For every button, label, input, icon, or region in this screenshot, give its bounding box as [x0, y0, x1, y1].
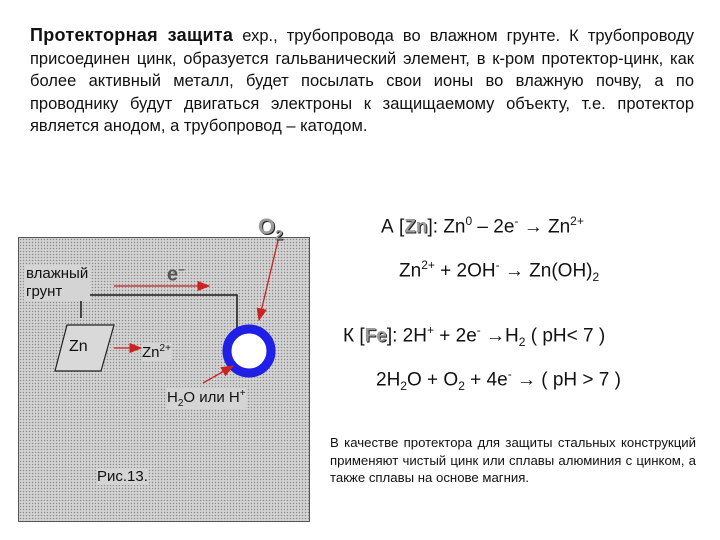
anode-sup0: 0: [465, 214, 473, 228]
cathode-arrow: →: [480, 325, 506, 347]
o2-symbol: O: [258, 214, 276, 239]
cathode-h: H: [505, 325, 519, 347]
anode-sup-minus: -: [514, 214, 519, 228]
cathode-equation-2: [376, 367, 621, 393]
soil-diagram: [18, 237, 310, 522]
electron-symbol: е: [167, 263, 179, 286]
zn-ion-symbol: Zn: [142, 344, 160, 361]
water-label: [167, 388, 246, 409]
cathode-h-sub: 2: [518, 335, 526, 350]
anode2-b-sup: -: [495, 258, 500, 272]
cathode2-b: O + O: [406, 369, 459, 391]
anode-equation-1: [381, 214, 584, 238]
water-sub: 2: [177, 398, 184, 409]
anode2-a: Zn: [399, 260, 422, 282]
electron-label: [167, 262, 185, 287]
cathode-mid: ]: 2H: [386, 325, 427, 347]
cathode-sup1: +: [426, 323, 434, 337]
anode2-c: Zn(OH): [529, 260, 593, 282]
cathode-equation-1: [343, 323, 605, 349]
figure-caption: Рис.13.: [97, 468, 148, 485]
o2-label: [258, 214, 283, 242]
anode-equation-2: [399, 258, 599, 284]
cathode2-a: 2H: [376, 369, 401, 391]
cathode-rest: + 2e: [433, 325, 477, 347]
pipe-ring: [227, 329, 271, 373]
anode-mid: ]: Zn: [427, 216, 466, 238]
zn-label: Zn: [69, 338, 88, 355]
zn-ion-sup: 2+: [159, 343, 171, 354]
soil-label-line1: влажный: [26, 265, 89, 282]
cathode2-c-sup: -: [507, 367, 512, 381]
intro-lead: Протекторная защита: [30, 25, 234, 45]
intro-text: ехр., трубопровода во влажном грунте. К трубопроводу присоединен цинк, образуется гальванический элемент, в к-ром протектор-цинк, как более активный металл, будет посылать свои ионы во влажную почву, а по проводнику будут двигаться электроны к защищаемому объекту, т.е. протектор является анодом, а трубопровод – катодом.: [30, 27, 694, 135]
intro-paragraph: [30, 24, 694, 138]
anode2-a-sup: 2+: [421, 258, 435, 272]
water-arrow: [203, 366, 233, 383]
anode-metal: Zn: [404, 216, 428, 238]
soil-label: [24, 265, 90, 301]
cathode-metal: Fe: [364, 325, 387, 347]
cathode2-c: + 4e: [464, 369, 508, 391]
o2-sub: 2: [275, 226, 283, 243]
zn-ion-label: [142, 343, 171, 361]
cathode2-b-sub: 2: [458, 379, 465, 394]
water-sup: +: [239, 388, 246, 399]
water-h: H: [167, 389, 178, 406]
anode2-arrow: →: [499, 260, 530, 282]
anode-product: Zn: [547, 216, 571, 238]
electron-sup: –: [178, 262, 185, 276]
cathode2-d: → ( pH > 7 ): [511, 369, 621, 391]
cathode-sup2: -: [476, 323, 481, 337]
anode2-c-sub: 2: [592, 270, 600, 285]
anode-product-sup: 2+: [570, 214, 584, 228]
o2-arrow: [259, 238, 281, 320]
water-rest: O или H: [183, 389, 240, 406]
anode-prefix: А [: [381, 216, 405, 238]
anode-rest: – 2e: [472, 216, 515, 238]
cathode-condition: ( pH< 7 ): [525, 325, 606, 347]
anode-arrow: →: [518, 216, 548, 238]
cathode2-a-sub: 2: [400, 379, 407, 394]
protector-note: В качестве протектора для защиты стальных конструкций применяют чистый цинк или сплавы алюминия с цинком, а также сплавы на основе магния.: [330, 435, 696, 485]
soil-label-line2: грунт: [26, 283, 63, 300]
anode2-b: + 2OH: [434, 260, 496, 282]
cathode-prefix: К [: [343, 325, 365, 347]
